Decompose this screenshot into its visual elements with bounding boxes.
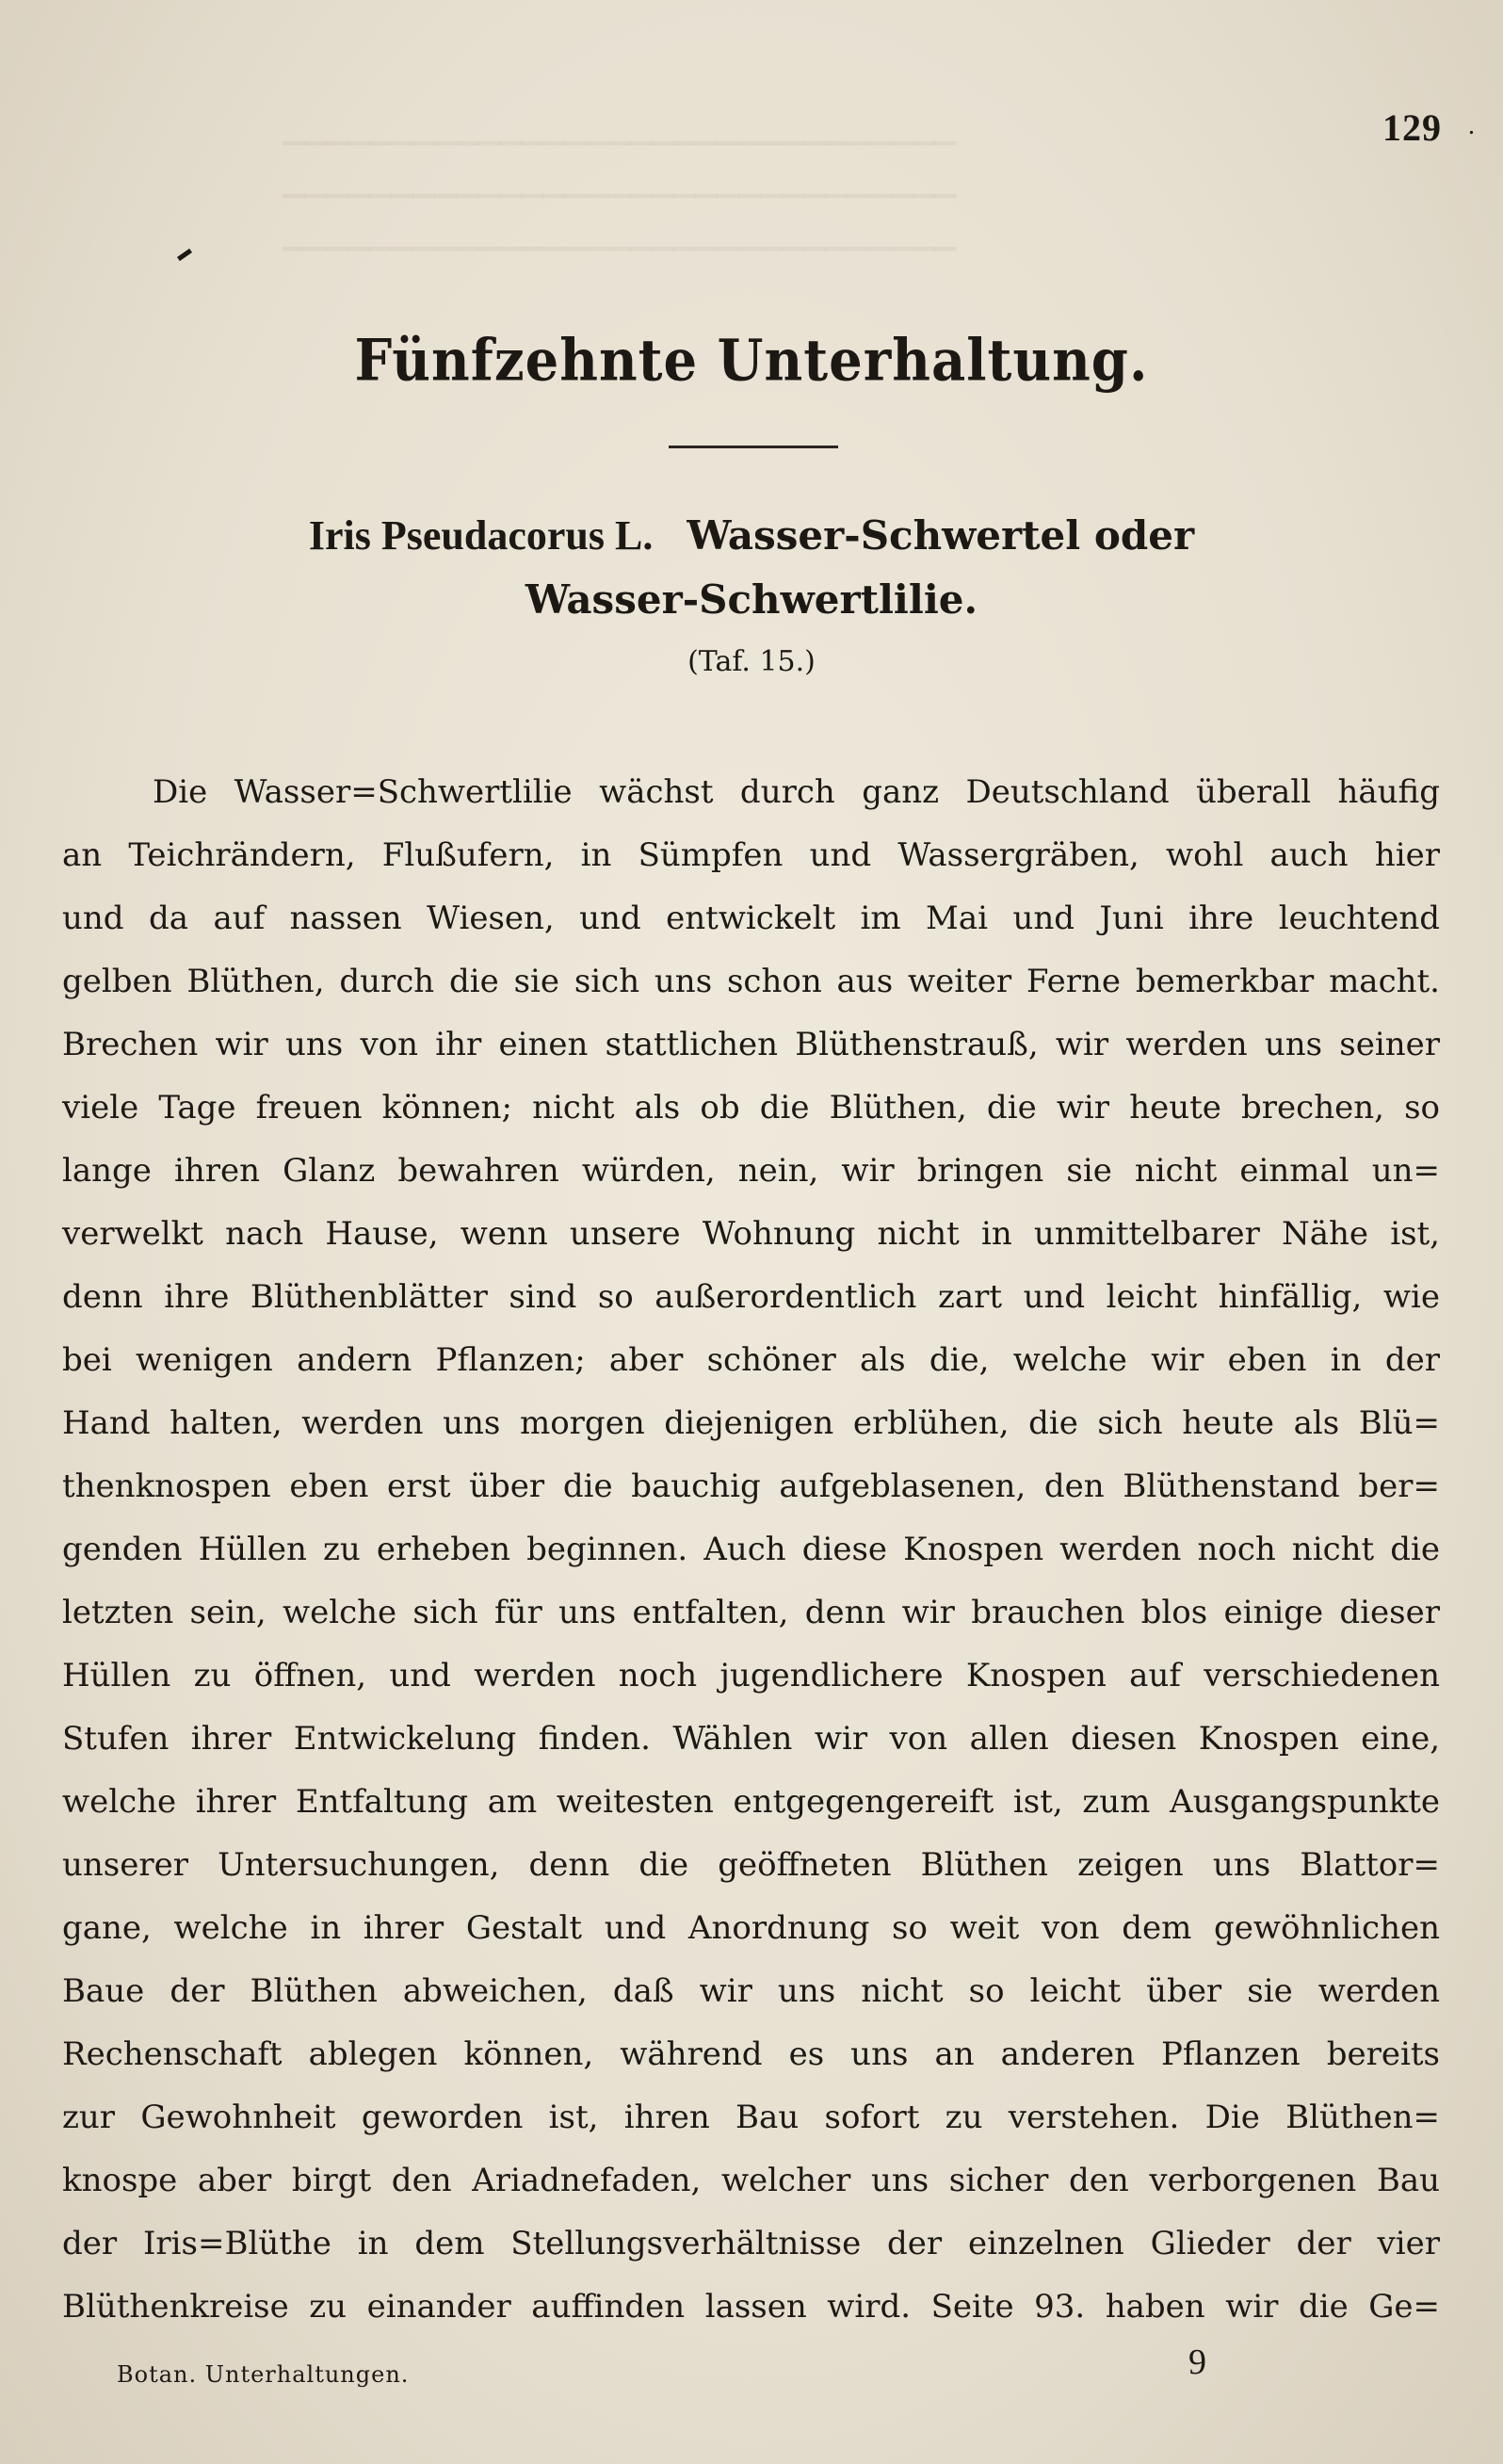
body-line: thenknospen eben erst über die bauchig aufgeblasenen, den Blüthenstand ber= <box>62 1467 1440 1505</box>
title-divider <box>669 446 838 448</box>
body-line: zur Gewohnheit geworden ist, ihren Bau sofort zu verstehen. Die Blüthen= <box>62 2099 1440 2136</box>
body-line: Hand halten, werden uns morgen diejenigen erblühen, die sich heute als Blü= <box>62 1404 1440 1442</box>
section-heading-line-1 <box>0 511 1503 559</box>
body-line: Hüllen zu öffnen, und werden noch jugendlichere Knospen auf verschiedenen <box>62 1657 1440 1694</box>
body-line: Stufen ihrer Entwickelung finden. Wählen wir von allen diesen Knospen eine, <box>62 1720 1440 1758</box>
body-line: Rechenschaft ablegen können, während es uns an anderen Pflanzen bereits <box>62 2035 1440 2073</box>
section-heading-line-2 <box>0 576 1503 623</box>
body-paragraph <box>62 761 1440 2339</box>
ink-mark <box>177 249 192 261</box>
body-line: der Iris=Blüthe in dem Stellungsverhältnisse der einzelnen Glieder der vier <box>62 2225 1440 2262</box>
body-line: denn ihre Blüthenblätter sind so außerordentlich zart und leicht hinfällig, wie <box>62 1278 1440 1316</box>
body-line: Blüthenkreise zu einander auffinden lassen wird. Seite 93. haben wir die Ge= <box>62 2288 1440 2326</box>
body-line: Brechen wir uns von ihr einen stattlichen Blüthenstrauß, wir werden uns seiner <box>62 1026 1440 1063</box>
show-through-text: ▁▁▁▁▁▁▁▁▁▁▁▁▁▁▁▁▁▁▁▁▁▁▁▁▁▁▁▁▁▁▁ ▁▁▁▁▁▁▁▁▁▁▁▁▁▁▁▁▁▁▁▁▁▁▁▁▁▁▁▁▁▁▁ ▁▁▁▁▁▁▁▁▁▁▁▁▁▁▁▁▁▁▁▁▁▁▁▁▁▁▁▁▁▁▁ <box>283 113 957 251</box>
german-name-line-2: Wasser-Schwertlilie. <box>525 576 978 623</box>
body-line: gelben Blüthen, durch die sie sich uns schon aus weiter Ferne bemerkbar macht. <box>62 963 1440 1000</box>
footer-signature-mark: 9 <box>1188 2342 1206 2382</box>
latin-species-name: Iris Pseudacorus L. <box>308 512 654 559</box>
body-line: lange ihren Glanz bewahren würden, nein, wir bringen sie nicht einmal un= <box>62 1152 1440 1190</box>
footer-book-title: Botan. Unterhaltungen. <box>117 2361 410 2388</box>
body-line: bei wenigen andern Pflanzen; aber schöner als die, welche wir eben in der <box>62 1341 1440 1379</box>
body-line: welche ihrer Entfaltung am weitesten entgegengereift ist, zum Ausgangspunkte <box>62 1783 1440 1821</box>
body-line: letzten sein, welche sich für uns entfalten, denn wir brauchen blos einige dieser <box>62 1594 1440 1631</box>
body-line: und da auf nassen Wiesen, und entwickelt im Mai und Juni ihre leuchtend <box>62 900 1440 937</box>
body-line: an Teichrändern, Flußufern, in Sümpfen und Wassergräben, wohl auch hier <box>62 836 1440 874</box>
body-line: unserer Untersuchungen, denn die geöffneten Blüthen zeigen uns Blattor= <box>62 1846 1440 1884</box>
body-line: knospe aber birgt den Ariadnefaden, welcher uns sicher den verborgenen Bau <box>62 2162 1440 2199</box>
chapter-title: Fünfzehnte Unterhaltung. <box>354 327 1149 395</box>
plate-reference: (Taf. 15.) <box>687 645 816 678</box>
body-line: gane, welche in ihrer Gestalt und Anordnung so weit von dem gewöhnlichen <box>62 1909 1440 1947</box>
body-line: viele Tage freuen können; nicht als ob die Blüthen, die wir heute brechen, so <box>62 1089 1440 1127</box>
body-line: genden Hüllen zu erheben beginnen. Auch diese Knospen werden noch nicht die <box>62 1531 1440 1568</box>
page-number-mark: . <box>1468 111 1475 140</box>
body-line: Baue der Blüthen abweichen, daß wir uns nicht so leicht über sie werden <box>62 1972 1440 2010</box>
body-line: Die Wasser=Schwertlilie wächst durch ganz Deutschland überall häufig <box>153 773 1440 811</box>
body-line: verwelkt nach Hause, wenn unsere Wohnung nicht in unmittelbarer Nähe ist, <box>62 1215 1440 1253</box>
german-name-line-1: Wasser-Schwertel oder <box>687 512 1195 559</box>
page-number: 129 <box>1382 106 1442 149</box>
